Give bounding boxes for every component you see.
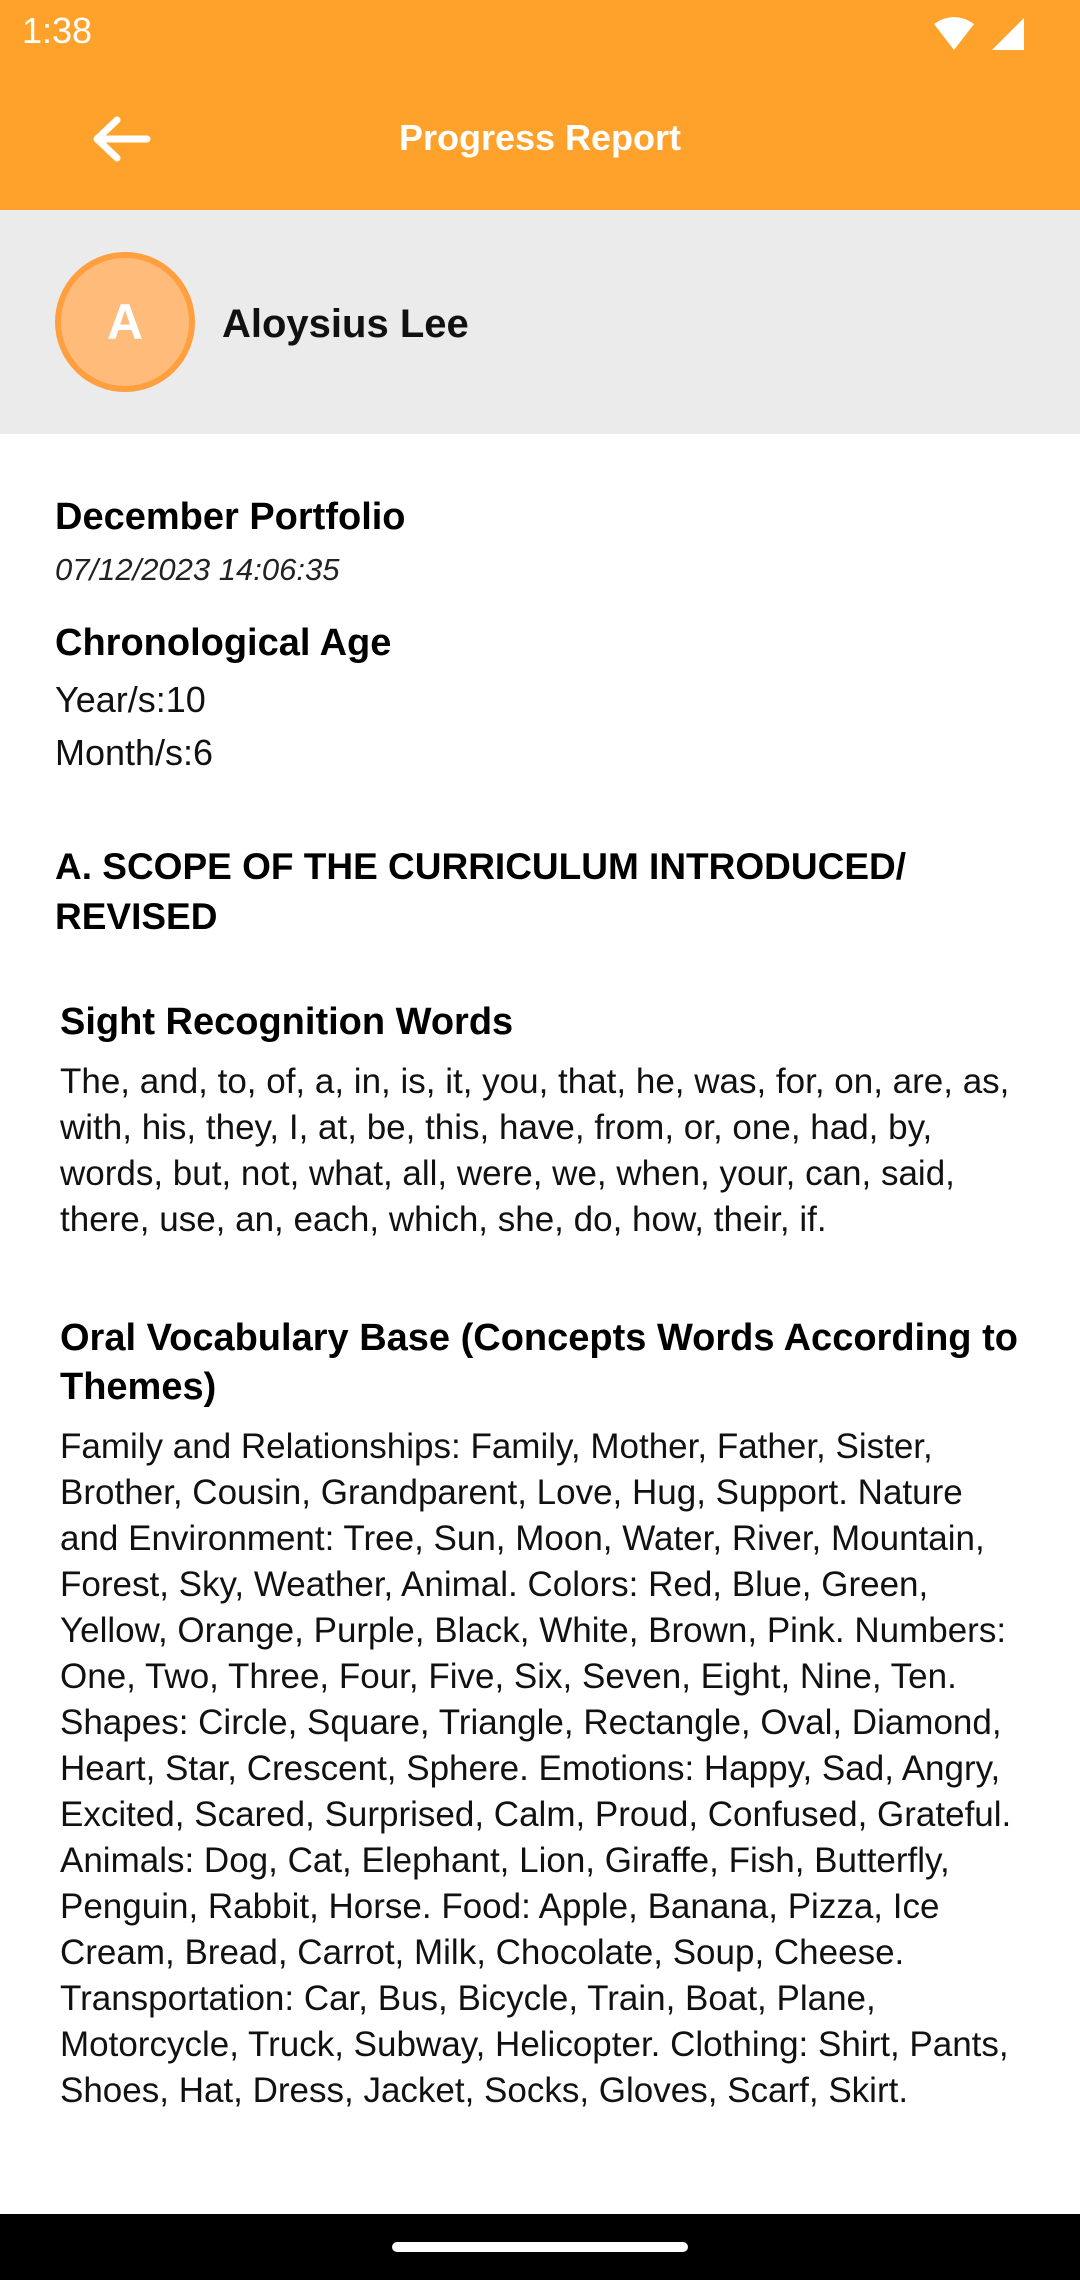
portfolio-datetime: 07/12/2023 14:06:35 [55,552,340,587]
wifi-icon [934,17,974,50]
age-months: Month/s:6 [55,732,214,773]
avatar: A [55,252,195,392]
status-icons [932,14,1042,54]
home-indicator[interactable] [392,2242,688,2252]
section-heading: A. SCOPE OF THE CURRICULUM INTRODUCED/ REVISED [55,846,906,937]
student-header [0,210,1080,434]
portfolio-title: December Portfolio [55,496,406,538]
vocabulary-heading: Oral Vocabulary Base (Concepts Words According to Themes) [60,1317,1018,1408]
student-name: Aloysius Lee [222,302,469,346]
status-bar [0,0,1080,66]
arrow-left-icon [91,116,151,162]
page-title: Progress Report [398,117,682,158]
signal-icon [992,18,1024,50]
status-time: 1:38 [22,10,93,51]
sight-words-text: The, and, to, of, a, in, is, it, you, that, he, was, for, on, are, as, with, his, they, I, at, be, this, have, from, or, one, had, by, words, but, not, what, all, were, we, when, your, can, said, there, use, an, each, which, she, do, how, their, if. [60,1062,1010,1239]
sight-words-heading: Sight Recognition Words [60,1001,514,1043]
app-bar [0,66,1080,210]
back-button[interactable] [78,104,164,174]
navigation-bar [0,2214,1080,2280]
vocabulary-text: Family and Relationships: Family, Mother, Father, Sister, Brother, Cousin, Grandparent, Love, Hug, Support. Nature and Environment: Tree, Sun, Moon, Water, River, Mountain, Forest, Sky, Weather, Animal. Colors: Red, Blue, Green, Yellow, Orange, Purple, Black, White, Brown, Pink. Numbers: One, Two, Three, Four, Five, Six, Seven, Eight, Nine, Ten. Shapes: Circle, Square, Triangle, Rectangle, Oval, Diamond, Heart, Star, Crescent, Sphere. Emotions: Happy, Sad, Angry, Excited, Scared, Surprised, Calm, Proud, Confused, Grateful. Animals: Dog, Cat, Elephant, Lion, Giraffe, Fish, Butterfly, Penguin, Rabbit, Horse. Food: Apple, Banana, Pizza, Ice Cream, Bread, Carrot, Milk, Chocolate, Soup, Cheese. Transportation: Car, Bus, Bicycle, Train, Boat, Plane, Motorcycle, Truck, Subway, Helicopter. Clothing: Shirt, Pants, Shoes, Hat, Dress, Jacket, Socks, Gloves, Scarf, Skirt. [60,1427,1012,2110]
age-heading: Chronological Age [55,622,392,664]
age-years: Year/s:10 [55,679,206,720]
